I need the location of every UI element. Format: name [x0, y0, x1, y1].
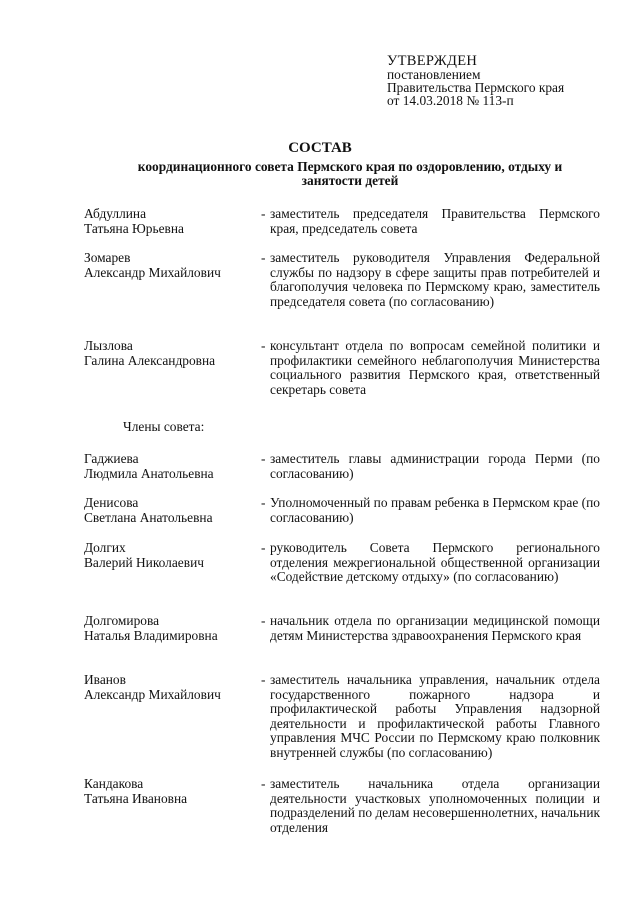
person-position: заместитель начальника отдела организации деятельности участковых уполномоченных полиции и подразделений по делам несовершеннолетних, начальник отделения [270, 776, 600, 835]
person-surname: Гаджиева [84, 451, 139, 466]
person-given-names: Галина Александровна [84, 352, 216, 368]
dash-separator: - [261, 495, 266, 510]
person-name [84, 452, 256, 481]
council-entry [84, 496, 600, 525]
person-name [84, 496, 256, 525]
person-surname: Абдуллина [84, 206, 147, 221]
dash-separator: - [261, 613, 266, 628]
council-entry [84, 777, 600, 835]
person-given-names: Александр Михайлович [84, 686, 221, 702]
dash-separator: - [261, 250, 266, 265]
council-entry [84, 673, 600, 761]
person-name [84, 207, 256, 236]
document-subtitle: координационного совета Пермского края по оздоровлению, отдыху и занятости детей [137, 159, 563, 188]
person-name [84, 339, 256, 368]
approval-line: Правительства Пермского края [387, 80, 565, 95]
person-surname: Лызлова [84, 338, 133, 353]
council-entry [84, 207, 600, 236]
person-given-names: Татьяна Юрьевна [84, 220, 184, 236]
person-position: консультант отдела по вопросам семейной политики и профилактики семейного неблагополучия Министерства социального развития Пермского края, ответственный секретарь совета [270, 338, 600, 397]
person-position: заместитель председателя Правительства Пермского края, председатель совета [270, 206, 600, 236]
council-entry [84, 251, 600, 309]
council-entry [84, 339, 600, 397]
dash-separator: - [261, 540, 266, 555]
person-position: руководитель Совета Пермского регионального отделения межрегиональной общественной организации «Содействие детскому отдыху» (по согласованию) [270, 540, 600, 585]
dash-separator: - [261, 776, 266, 791]
members-heading: Члены совета: [123, 419, 205, 434]
person-name [84, 614, 256, 643]
person-surname: Долгих [84, 540, 126, 555]
person-surname: Иванов [84, 672, 126, 687]
person-given-names: Людмила Анатольевна [84, 465, 214, 481]
council-entry [84, 541, 600, 585]
person-given-names: Александр Михайлович [84, 264, 221, 280]
person-name [84, 251, 256, 280]
person-name [84, 541, 256, 570]
person-surname: Зомарев [84, 250, 131, 265]
document-title: СОСТАВ [288, 140, 352, 156]
person-surname: Денисова [84, 495, 139, 510]
person-position: заместитель начальника управления, начальник отдела государственного пожарного надзора и профилактической работы Управления надзорной деятельности и профилактической работы Главного управления МЧС России по Пермскому краю полковник внутренней службы (по согласованию) [270, 672, 600, 760]
council-entry [84, 452, 600, 481]
person-position: заместитель руководителя Управления Федеральной службы по надзору в сфере защиты прав потребителей и благополучия человека по Пермскому краю, заместитель председателя совета (по согласованию) [270, 250, 600, 309]
approval-stamp [387, 55, 564, 107]
person-position: начальник отдела по организации медицинской помощи детям Министерства здравоохранения Пермского края [270, 613, 600, 643]
dash-separator: - [261, 206, 266, 221]
dash-separator: - [261, 672, 266, 687]
person-given-names: Наталья Владимировна [84, 627, 218, 643]
person-given-names: Татьяна Ивановна [84, 790, 188, 806]
dash-separator: - [261, 451, 266, 466]
approval-date-number: от 14.03.2018 № 113-п [387, 93, 514, 108]
person-given-names: Валерий Николаевич [84, 554, 204, 570]
dash-separator: - [261, 338, 266, 353]
person-given-names: Светлана Анатольевна [84, 509, 213, 525]
council-entry [84, 614, 600, 643]
approval-heading: УТВЕРЖДЕН [387, 53, 478, 69]
person-name [84, 673, 256, 702]
approval-line: постановлением [387, 67, 481, 82]
person-surname: Долгомирова [84, 613, 160, 628]
person-position: заместитель главы администрации города Перми (по согласованию) [270, 451, 600, 481]
person-position: Уполномоченный по правам ребенка в Пермском крае (по согласованию) [270, 495, 600, 525]
person-surname: Кандакова [84, 776, 144, 791]
person-name [84, 777, 256, 806]
